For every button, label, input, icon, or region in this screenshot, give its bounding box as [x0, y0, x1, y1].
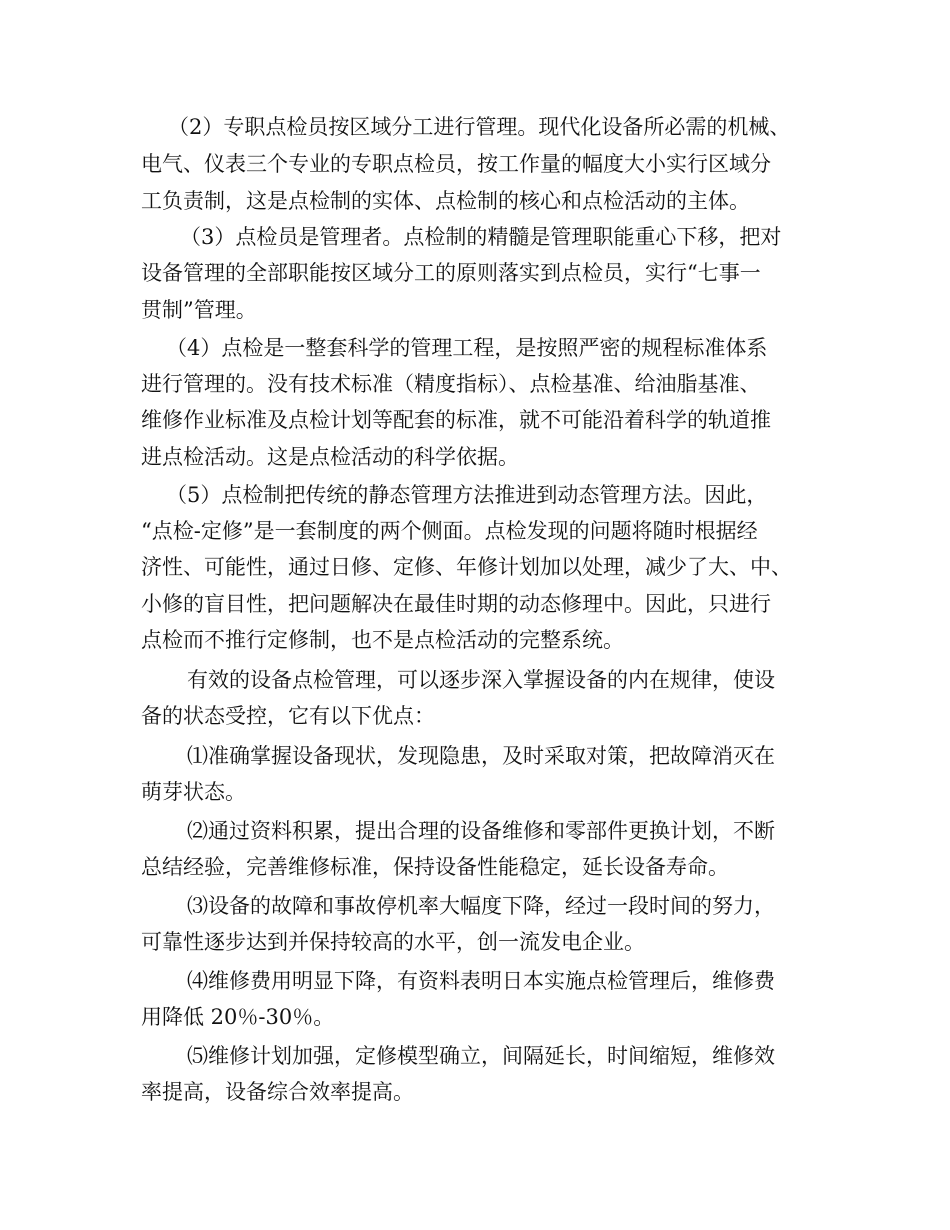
- paragraph-2-line-2: 设备管理的全部职能按区域分工的原则落实到点检员，实行“七事一: [141, 261, 761, 285]
- paragraph-2-line-3: 贯制”管理。: [141, 298, 257, 322]
- benefit-item-2-line-2: 总结经验，完善维修标准，保持设备性能稳定，延长设备寿命。: [141, 855, 729, 879]
- paragraph-4-line-4: 小修的盲目性，把问题解决在最佳时期的动态修理中。因此，只进行: [141, 592, 771, 616]
- paragraph-5-line-1: 有效的设备点检管理，可以逐步深入掌握设备的内在规律，使设: [187, 668, 775, 692]
- paragraph-1-line-3: 工负责制，这是点检制的实体、点检制的核心和点检活动的主体。: [141, 189, 750, 213]
- benefit-item-1-line-1: ⑴准确掌握设备现状，发现隐患，及时采取对策，把故障消灭在: [187, 744, 775, 768]
- benefit-item-5-line-1: ⑸维修计划加强，定修模型确立，间隔延长，时间缩短，维修效: [187, 1044, 775, 1068]
- benefit-item-4-line-2: 用降低 20％-30％。: [141, 1005, 335, 1029]
- benefit-item-3-line-2: 可靠性逐步达到并保持较高的水平，创一流发电企业。: [141, 930, 645, 954]
- paragraph-5-line-2: 备的状态受控，它有以下优点：: [141, 704, 435, 728]
- paragraph-4-line-1: （5）点检制把传统的静态管理方法推进到动态管理方法。因此，: [166, 483, 768, 507]
- benefit-item-2-line-1: ⑵通过资料积累，提出合理的设备维修和零部件更换计划，不断: [187, 819, 775, 843]
- benefit-item-4-line-1: ⑷维修费用明显下降，有资料表明日本实施点检管理后，维修费: [187, 969, 775, 993]
- benefit-item-5-line-2: 率提高，设备综合效率提高。: [141, 1080, 414, 1104]
- paragraph-2-line-1: （3）点检员是管理者。点检制的精髓是管理职能重心下移，把对: [180, 225, 782, 249]
- paragraph-3-line-4: 进点检活动。这是点检活动的科学依据。: [141, 445, 519, 469]
- paragraph-4-line-2: “点检-定修”是一套制度的两个侧面。点检发现的问题将随时根据经: [141, 519, 758, 543]
- paragraph-4-line-3: 济性、可能性，通过日修、定修、年修计划加以处理，减少了大、中、: [141, 555, 792, 579]
- paragraph-3-line-1: （4）点检是一整套科学的管理工程，是按照严密的规程标准体系: [166, 336, 768, 360]
- paragraph-3-line-2: 进行管理的。没有技术标准（精度指标）、点检基准、给油脂基准、: [141, 372, 761, 396]
- paragraph-3-line-3: 维修作业标准及点检计划等配套的标准，就不可能沿着科学的轨道推: [141, 408, 771, 432]
- paragraph-1-line-2: 电气、仪表三个专业的专职点检员，按工作量的幅度大小实行区域分: [141, 152, 771, 176]
- benefit-item-1-line-2: 萌芽状态。: [141, 780, 246, 804]
- benefit-item-3-line-1: ⑶设备的故障和事故停机率大幅度下降，经过一段时间的努力，: [187, 894, 775, 918]
- paragraph-4-line-5: 点检而不推行定修制，也不是点检活动的完整系统。: [141, 628, 624, 652]
- paragraph-1-line-1: （2）专职点检员按区域分工进行管理。现代化设备所必需的机械、: [168, 115, 791, 139]
